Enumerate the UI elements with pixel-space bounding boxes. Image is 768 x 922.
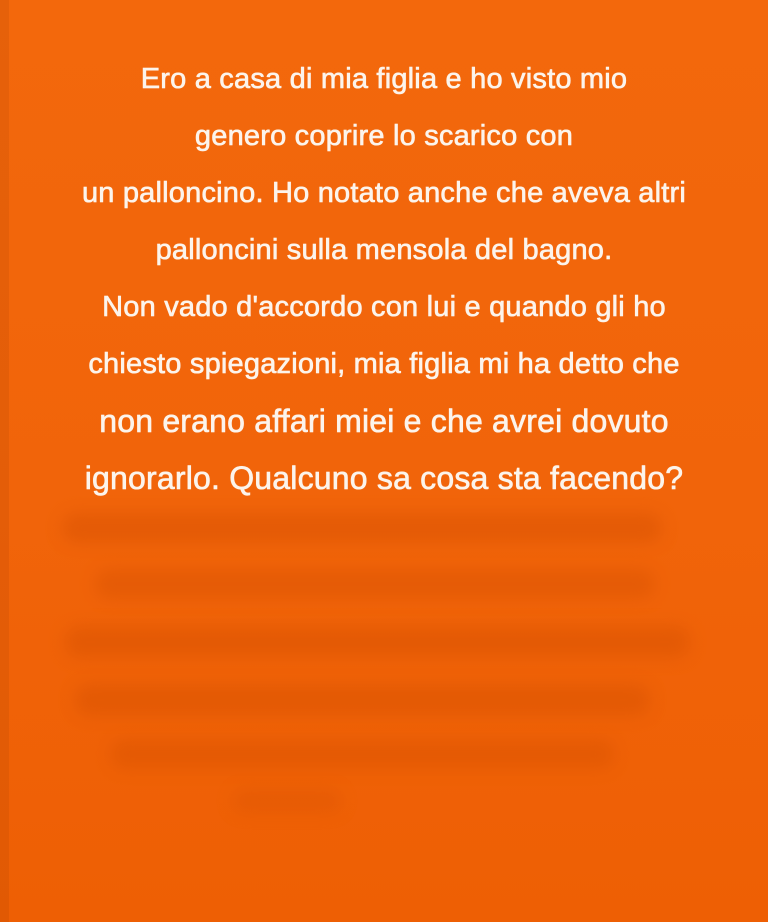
post-text-line-6: chiesto spiegazioni, mia figlia mi ha detto che — [88, 348, 680, 380]
post-text-line-8: ignorarlo. Qualcuno sa cosa sta facendo? — [84, 460, 684, 496]
post-text-line-7: non erano affari miei e che avrei dovuto — [99, 403, 669, 439]
post-text — [30, 51, 738, 507]
post-text-line-3: un palloncino. Ho notato anche che aveva altri — [81, 177, 687, 209]
post-text-line-2: genero coprire lo scarico con — [194, 120, 574, 152]
post-text-line-4: palloncini sulla mensola del bagno. — [155, 234, 613, 266]
blurred-text-line — [62, 513, 662, 543]
blurred-text-line — [110, 739, 615, 769]
post-text-line-1: Ero a casa di mia figlia e ho visto mio — [140, 63, 628, 95]
blurred-text-line — [232, 789, 342, 813]
post-text-line-5: Non vado d'accordo con lui e quando gli ho — [102, 291, 666, 323]
blurred-text-line — [65, 626, 690, 658]
blurred-text-line — [95, 569, 655, 599]
blurred-text-line — [75, 684, 650, 716]
